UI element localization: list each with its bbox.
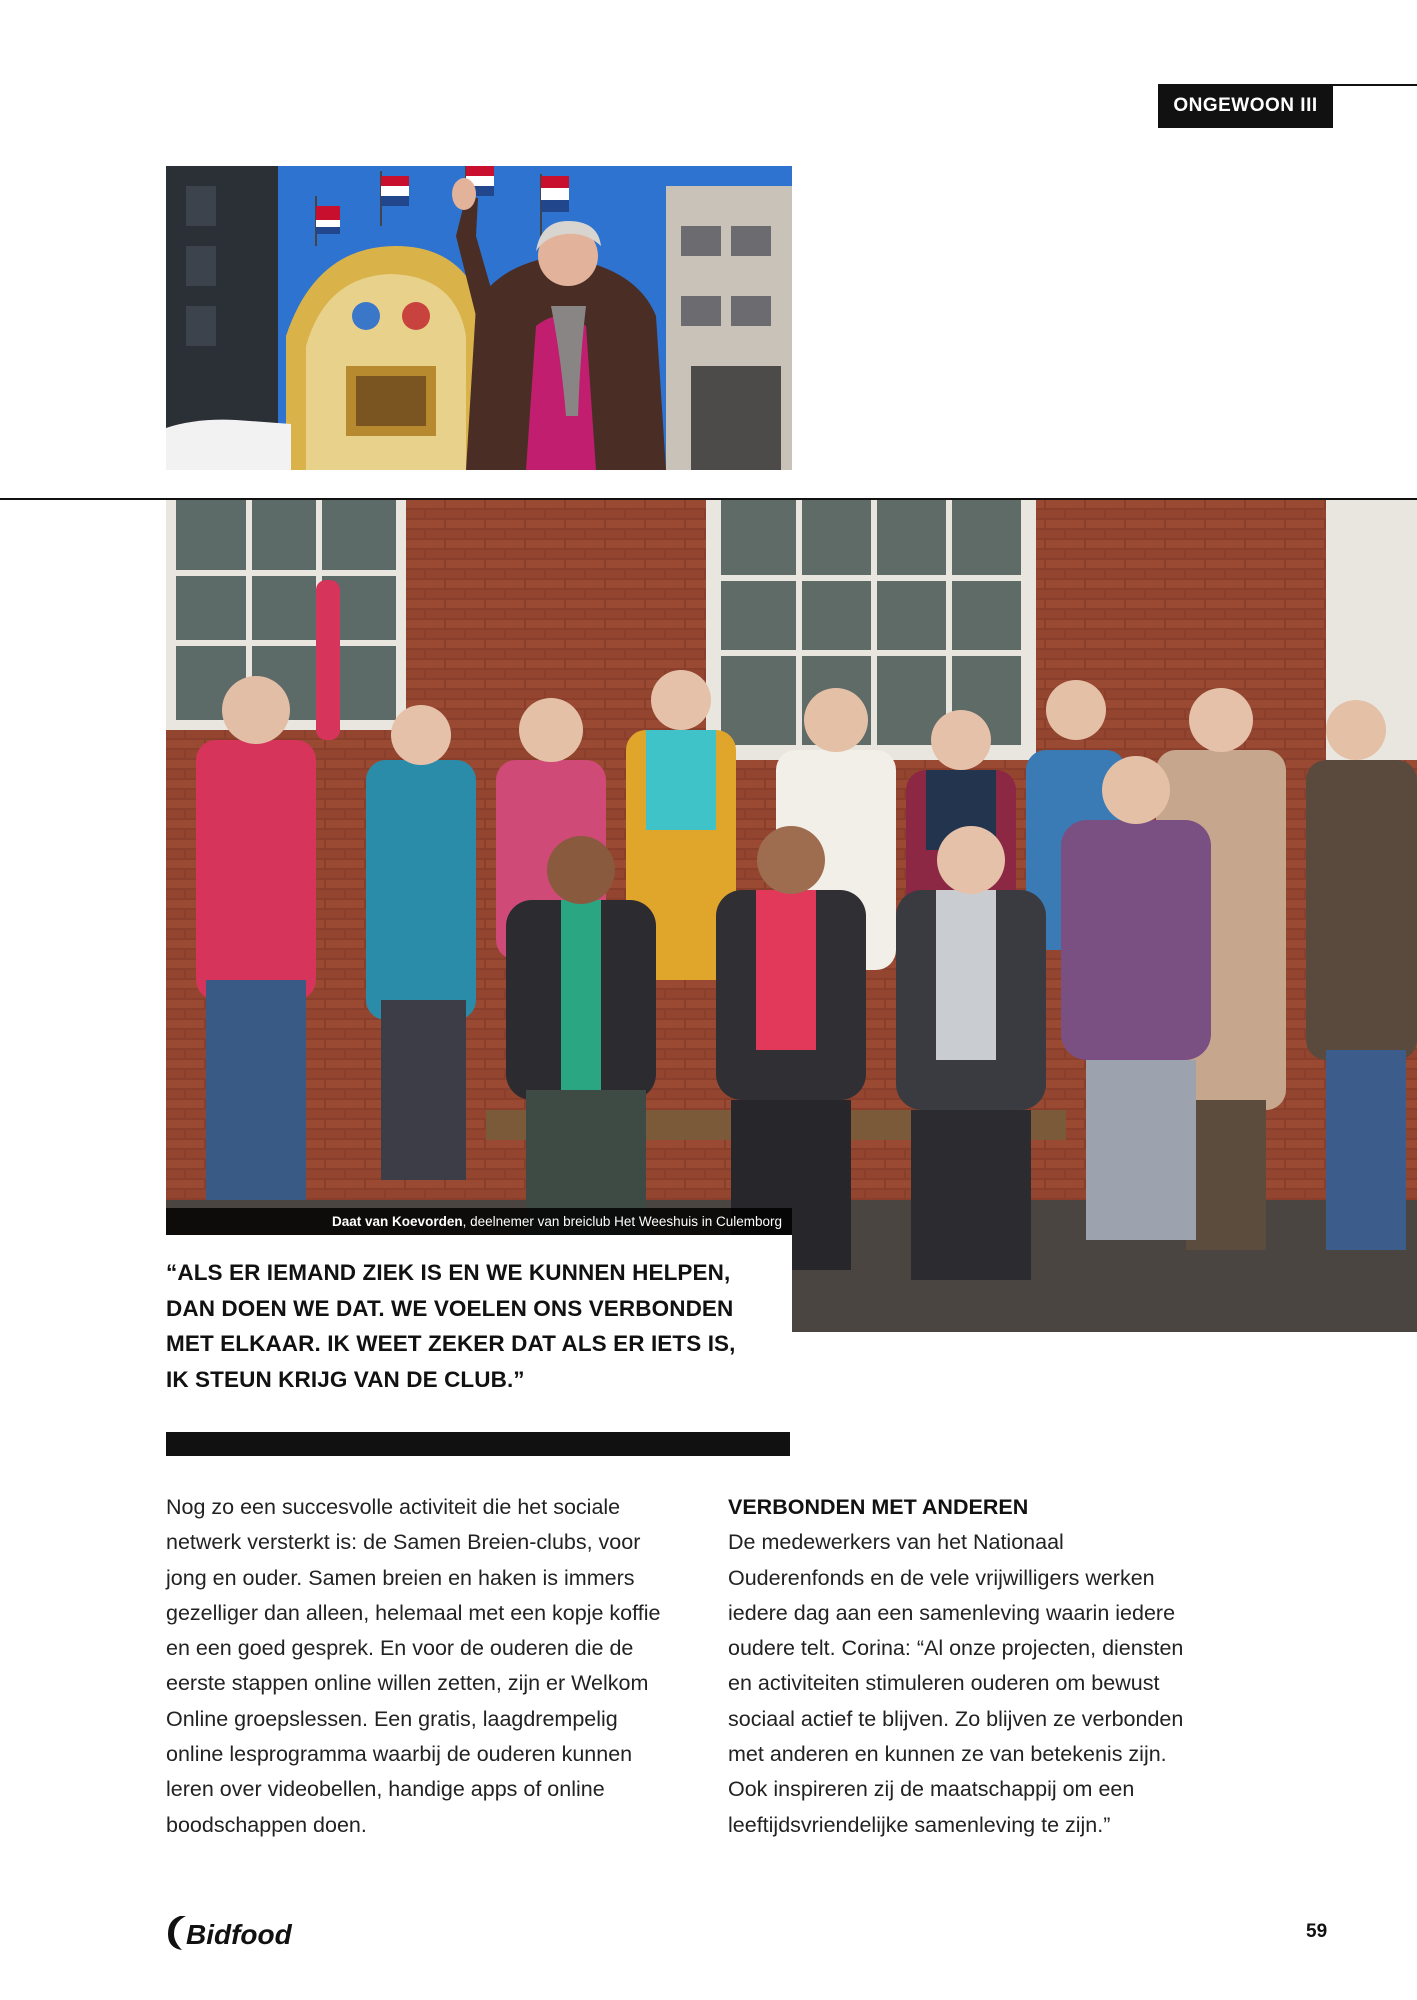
bidfood-logo <box>166 1912 296 1952</box>
quote-line: MET ELKAAR. IK WEET ZEKER DAT ALS ER IETS IS, <box>166 1331 736 1356</box>
quote-line: DAN DOEN WE DAT. WE VOELEN ONS VERBONDEN <box>166 1295 734 1321</box>
body-line: leeftijdsvriendelijke samenleving te zijn.” <box>728 1812 1111 1837</box>
page-number: 59 <box>1306 1921 1328 1942</box>
body-line: oudere telt. Corina: “Al onze projecten, diensten <box>728 1636 1184 1661</box>
body-column-left <box>166 1490 696 1843</box>
body-line: Nog zo een succesvolle activiteit die het sociale <box>166 1495 621 1519</box>
caption-text: , deelnemer van breiclub Het Weeshuis in Culemborg <box>462 1214 782 1229</box>
body-column-right <box>728 1490 1258 1843</box>
body-line: jong en ouder. Samen breien en haken is immers <box>166 1565 635 1590</box>
section-heading: VERBONDEN MET ANDEREN <box>728 1495 1029 1519</box>
body-line: boodschappen doen. <box>166 1812 367 1837</box>
logo-text: Bidfood <box>186 1919 292 1950</box>
header-rule <box>1333 84 1417 86</box>
bidfood-logo-mark <box>166 1912 296 1952</box>
body-line: en activiteiten stimuleren ouderen om bewust <box>728 1671 1160 1696</box>
quote-line: “ALS ER IEMAND ZIEK IS EN WE KUNNEN HELPEN, <box>166 1260 731 1285</box>
body-line: Online groepslessen. Een gratis, laagdrempelig <box>166 1706 618 1731</box>
quote-bar <box>166 1432 790 1456</box>
body-line: iedere dag aan een samenleving waarin iedere <box>728 1600 1176 1625</box>
body-line: Ouderenfonds en de vele vrijwilligers werken <box>728 1565 1155 1590</box>
photo-caption <box>166 1208 792 1235</box>
pull-quote <box>166 1255 786 1397</box>
body-line: en een goed gesprek. En voor de ouderen die de <box>166 1636 634 1661</box>
section-tag <box>1158 84 1333 128</box>
quote-line: IK STEUN KRIJG VAN DE CLUB.” <box>166 1366 525 1392</box>
body-line: online lesprogramma waarbij de ouderen kunnen <box>166 1742 633 1767</box>
body-line: netwerk versterkt is: de Samen Breien-clubs, voor <box>166 1530 641 1555</box>
body-line: eerste stappen online willen zetten, zijn er Welkom <box>166 1671 649 1696</box>
body-line: sociaal actief te blijven. Zo blijven ze verbonden <box>728 1706 1184 1731</box>
photo-organ-celebration <box>166 166 792 470</box>
body-line: leren over videobellen, handige apps of online <box>166 1777 605 1802</box>
section-tag-label: ONGEWOON III <box>1173 95 1318 116</box>
photo-organ-illustration <box>166 166 792 470</box>
body-line: De medewerkers van het Nationaal <box>728 1530 1064 1555</box>
caption-name: Daat van Koevorden <box>332 1214 463 1229</box>
body-line: Ook inspireren zij de maatschappij om een <box>728 1777 1135 1802</box>
body-line: gezelliger dan alleen, helemaal met een kopje koffie <box>166 1600 661 1625</box>
body-line: met anderen en kunnen ze van betekenis zijn. <box>728 1742 1167 1767</box>
